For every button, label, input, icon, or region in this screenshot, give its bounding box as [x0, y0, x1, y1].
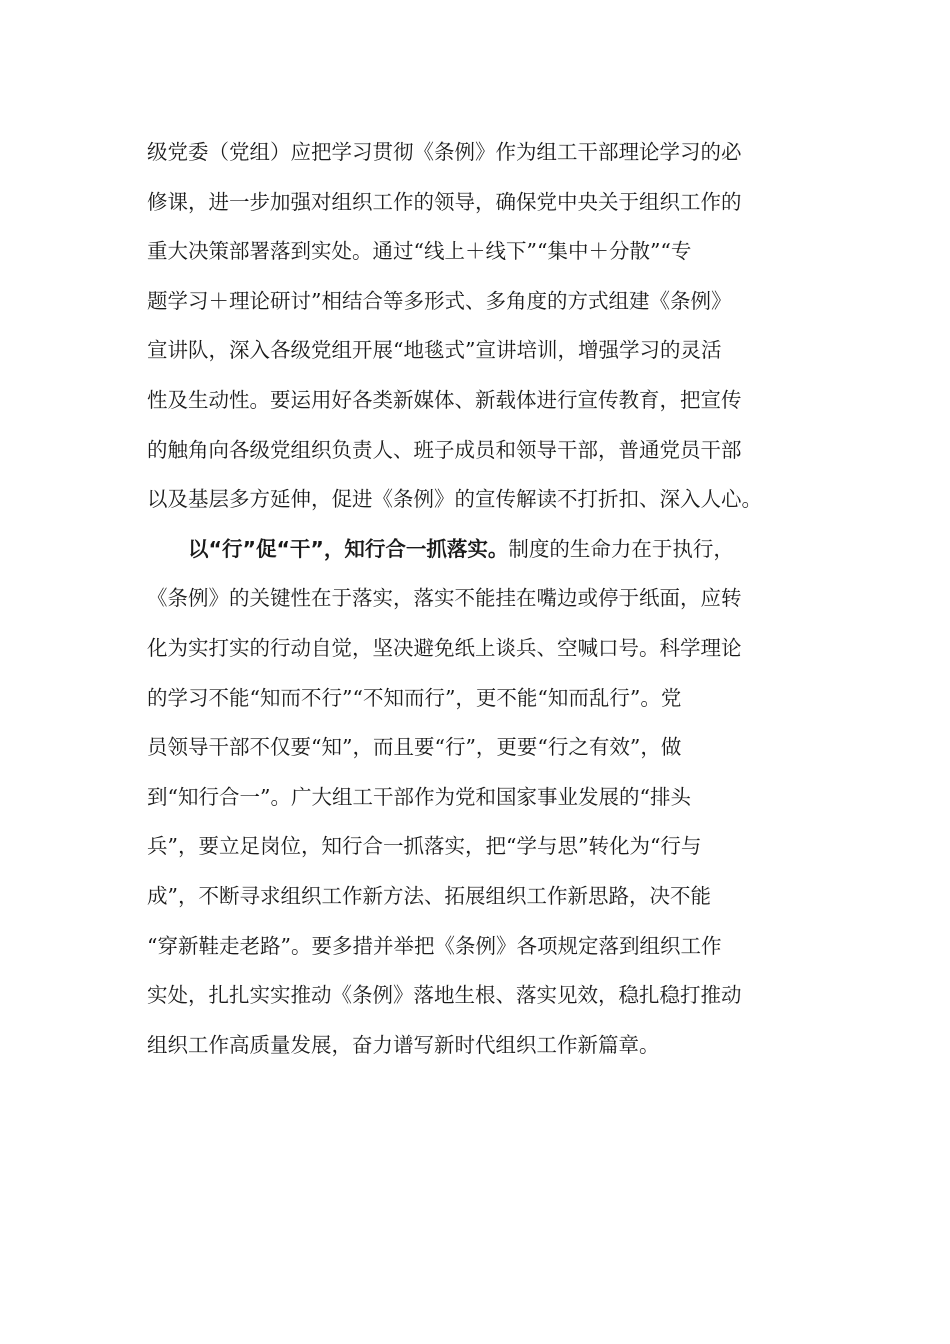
text-line: 的触角向各级党组织负责人、班子成员和领导干部，普通党员干部 — [147, 437, 742, 462]
text-line: “穿新鞋走老路”。要多措并举把《条例》各项规定落到组织工作 — [147, 933, 722, 958]
text-line: 宣讲队，深入各级党组开展“地毯式”宣讲培训，增强学习的灵活 — [147, 338, 722, 363]
text-line: 组织工作高质量发展，奋力谱写新时代组织工作新篇章。 — [147, 1032, 660, 1057]
paragraph-1 — [147, 128, 807, 525]
paragraph-first-line — [147, 525, 807, 575]
text-line: 级党委（党组）应把学习贯彻《条例》作为组工干部理论学习的必 — [147, 140, 742, 164]
text-line: 成”，不断寻求组织工作新方法、拓展组织工作新思路，决不能 — [147, 883, 711, 908]
text-line: 修课，进一步加强对组织工作的领导，确保党中央关于组织工作的 — [147, 189, 742, 214]
text-line: 性及生动性。要运用好各类新媒体、新载体进行宣传教育，把宣传 — [147, 387, 742, 412]
document-body — [147, 128, 807, 1070]
text-line: 的学习不能“知而不行”“不知而行”，更不能“知而乱行”。党 — [147, 685, 682, 710]
paragraph-heading: 以“行”促“干”，知行合一抓落实。 — [188, 536, 509, 561]
text-fragment: 制度的生命力在于执行， — [508, 536, 734, 561]
text-line: 兵”，要立足岗位，知行合一抓落实，把“学与思”转化为“行与 — [147, 834, 702, 859]
text-line: 化为实打实的行动自觉，坚决避免纸上谈兵、空喊口号。科学理论 — [147, 635, 742, 660]
text-line: 《条例》的关键性在于落实，落实不能挂在嘴边或停于纸面，应转 — [147, 586, 742, 611]
text-line: 题学习＋理论研讨”相结合等多形式、多角度的方式组建《条例》 — [147, 288, 732, 313]
text-line: 重大决策部署落到实处。通过“线上＋线下”“集中＋分散”“专 — [147, 239, 692, 264]
text-line: 实处，扎扎实实推动《条例》落地生根、落实见效，稳扎稳打推动 — [147, 983, 742, 1008]
text-line: 员领导干部不仅要“知”，而且要“行”，更要“行之有效”，做 — [147, 735, 682, 760]
text-line: 以及基层多方延伸，促进《条例》的宣传解读不打折扣、深入人心。 — [147, 487, 762, 512]
paragraph-2 — [147, 525, 807, 1071]
text-line: 到“知行合一”。广大组工干部作为党和国家事业发展的“排头 — [147, 784, 691, 809]
